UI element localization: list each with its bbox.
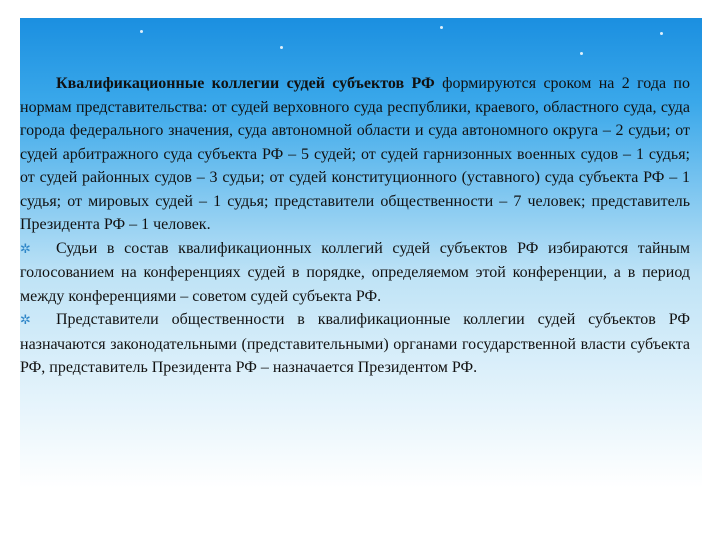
paragraph-public-representatives [20, 308, 690, 380]
asterisk-bullet-icon: ✲ [20, 241, 31, 257]
paragraph-text: Судьи в состав квалификационных коллегий судей субъектов РФ избираются тайным голосованием на конференциях судей в порядке, определяемом этой конференции, а в период между конференциями – советом судей субъекта РФ. [20, 239, 690, 305]
paragraph-election [20, 237, 690, 309]
paragraph-lead: Квалификационные коллегии судей субъектов РФ [56, 75, 435, 92]
paragraph-text: формируются сроком на 2 года по нормам представительства: от судей верховного суда республики, краевого, областного суда, суда города федерального значения, суда автономной области и суда автономного округа – 2 судьи; от судей арбитражного суда субъекта РФ – 5 судей; от судей гарнизонных военных судов – 1 судья; от судей районных судов – 3 судьи; от судей конституционного (уставного) суда субъекта РФ – 1 судья; от мировых судей – 1 судья; представители общественности – 7 человек; представитель Президента РФ – 1 человек. [20, 75, 690, 233]
sparkle-decoration [440, 26, 443, 29]
paragraph-composition [20, 72, 690, 237]
sparkle-decoration [580, 52, 583, 55]
sparkle-decoration [280, 46, 283, 49]
sparkle-decoration [140, 30, 143, 33]
slide-body [20, 72, 690, 380]
sparkle-decoration [660, 32, 663, 35]
paragraph-text: Представители общественности в квалификационные коллегии судей субъектов РФ назначаются законодательными (представительными) органами государственной власти субъекта РФ, представитель Президента РФ – назначается Президентом РФ. [20, 311, 690, 376]
asterisk-bullet-icon: ✲ [20, 313, 31, 328]
